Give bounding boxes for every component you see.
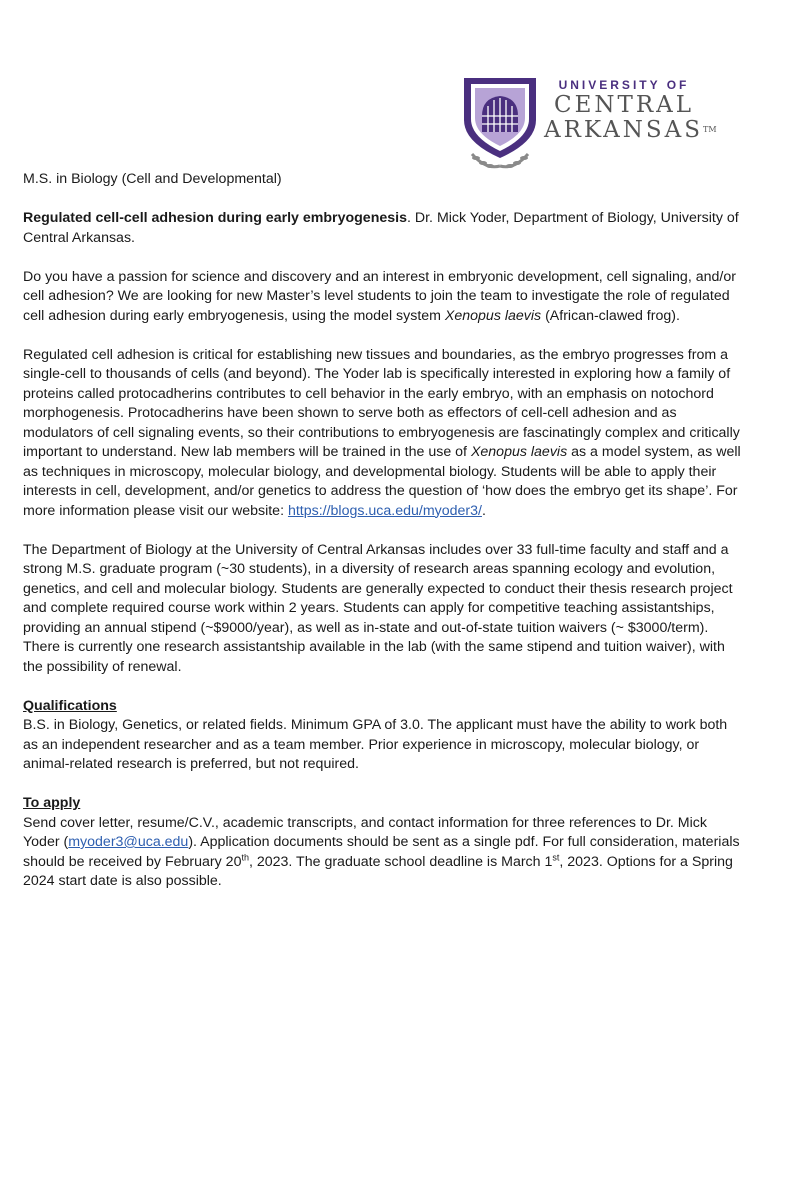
project-title: Regulated cell-cell adhesion during early embryogenesis (23, 210, 407, 226)
department-paragraph: The Department of Biology at the University of Central Arkansas includes over 33 full-time faculty and staff and a strong M.S. graduate program (~30 students), in a diversity of research areas spanning ecology and evolution, genetics, and cell and molecular biology. Students are generally expected to conduct their thesis research project and complete required course work within 2 years. Students can apply for competitive teaching assistantships, providing an annual stipend (~$9000/year), as well as in-state and out-of-state tuition waivers (~ $3000/term). There is currently one research assistantship available in the lab (with the same stipend and tuition waiver), with the possibility of renewal. (23, 541, 733, 675)
apply-text-2: ). Application documents should be sent as a single pdf. For full consideration, materials should be received by February 20 (23, 834, 740, 870)
apply-text-3: , 2023. The graduate school deadline is March 1 (248, 853, 553, 870)
logo-trademark: TM (703, 125, 717, 134)
project-investigator: . Dr. Mick Yoder, Department of Biology, University of Central Arkansas. (23, 210, 739, 246)
logo-central: CENTRAL (553, 92, 695, 118)
contact-email-link[interactable]: myoder3@uca.edu (68, 834, 189, 850)
apply-text-4: , 2023. Options for a Spring 2024 start date is also possible. (23, 853, 733, 889)
logo-arkansas-text: ARKANSAS (544, 117, 704, 143)
intro-text-1: Do you have a passion for science and discovery and an interest in embryonic development, cell signaling, and/or cell adhesion? We are looking for new Master’s level students to join the team to investigate the role of regulated cell adhesion during early embryogenesis, using the model system (23, 268, 736, 324)
research-text-2: as a model system, as well as techniques in microscopy, molecular biology, and developmental biology. Students will be able to apply their interests in cell, development, and/or genetics to address the question of ‘how does the embryo get its shape’. For more information please visit our website: (23, 444, 741, 519)
university-logo (458, 72, 718, 172)
intro-text-2: (African-clawed frog). (541, 307, 680, 324)
research-species: Xenopus laevis (470, 444, 568, 460)
apply-text-1: Send cover letter, resume/C.V., academic transcripts, and contact information for three references to Dr. Mick Yoder ( (23, 814, 707, 850)
logo-university-of: UNIVERSITY OF (558, 78, 690, 92)
qualifications-text: B.S. in Biology, Genetics, or related fields. Minimum GPA of 3.0. The applicant must have the ability to work both as an independent researcher and as a team member. Prior experience in microscopy, molecular biology, or animal-related research is preferred, but not required. (23, 717, 728, 772)
logo-wordmark (544, 78, 717, 143)
qualifications-section (23, 697, 743, 775)
project-heading (23, 209, 743, 248)
lab-website-link[interactable]: https://blogs.uca.edu/myoder3/ (287, 502, 482, 519)
research-paragraph (23, 346, 743, 522)
apply-section (23, 794, 743, 892)
logo-arkansas (544, 117, 717, 143)
intro-species: Xenopus laevis (444, 307, 542, 324)
research-text-1: Regulated cell adhesion is critical for establishing new tissues and boundaries, as the embryo progresses from a single-cell to thousands of cells (and beyond). The Yoder lab is specifically interested in exploring how a family of proteins called protocadherins contributes to cell behavior in the early embryo, with an emphasis on notochord morphogenesis. Protocadherins have been shown to serve both as effectors of cell-cell adhesion and as modulators of cell signaling events, so their contributions to embryogenesis are fascinatingly complex and critically important to understand. New lab members will be trained in the use of (23, 346, 740, 460)
apply-heading: To apply (23, 795, 81, 811)
apply-sup-2: st (552, 851, 560, 862)
qualifications-heading: Qualifications (23, 697, 117, 714)
intro-paragraph (23, 268, 743, 327)
research-text-end: . (481, 502, 486, 519)
document-body (23, 170, 743, 911)
apply-sup-1: th (241, 851, 249, 862)
program-title: M.S. in Biology (Cell and Developmental) (23, 171, 282, 187)
shield-icon (458, 72, 542, 172)
